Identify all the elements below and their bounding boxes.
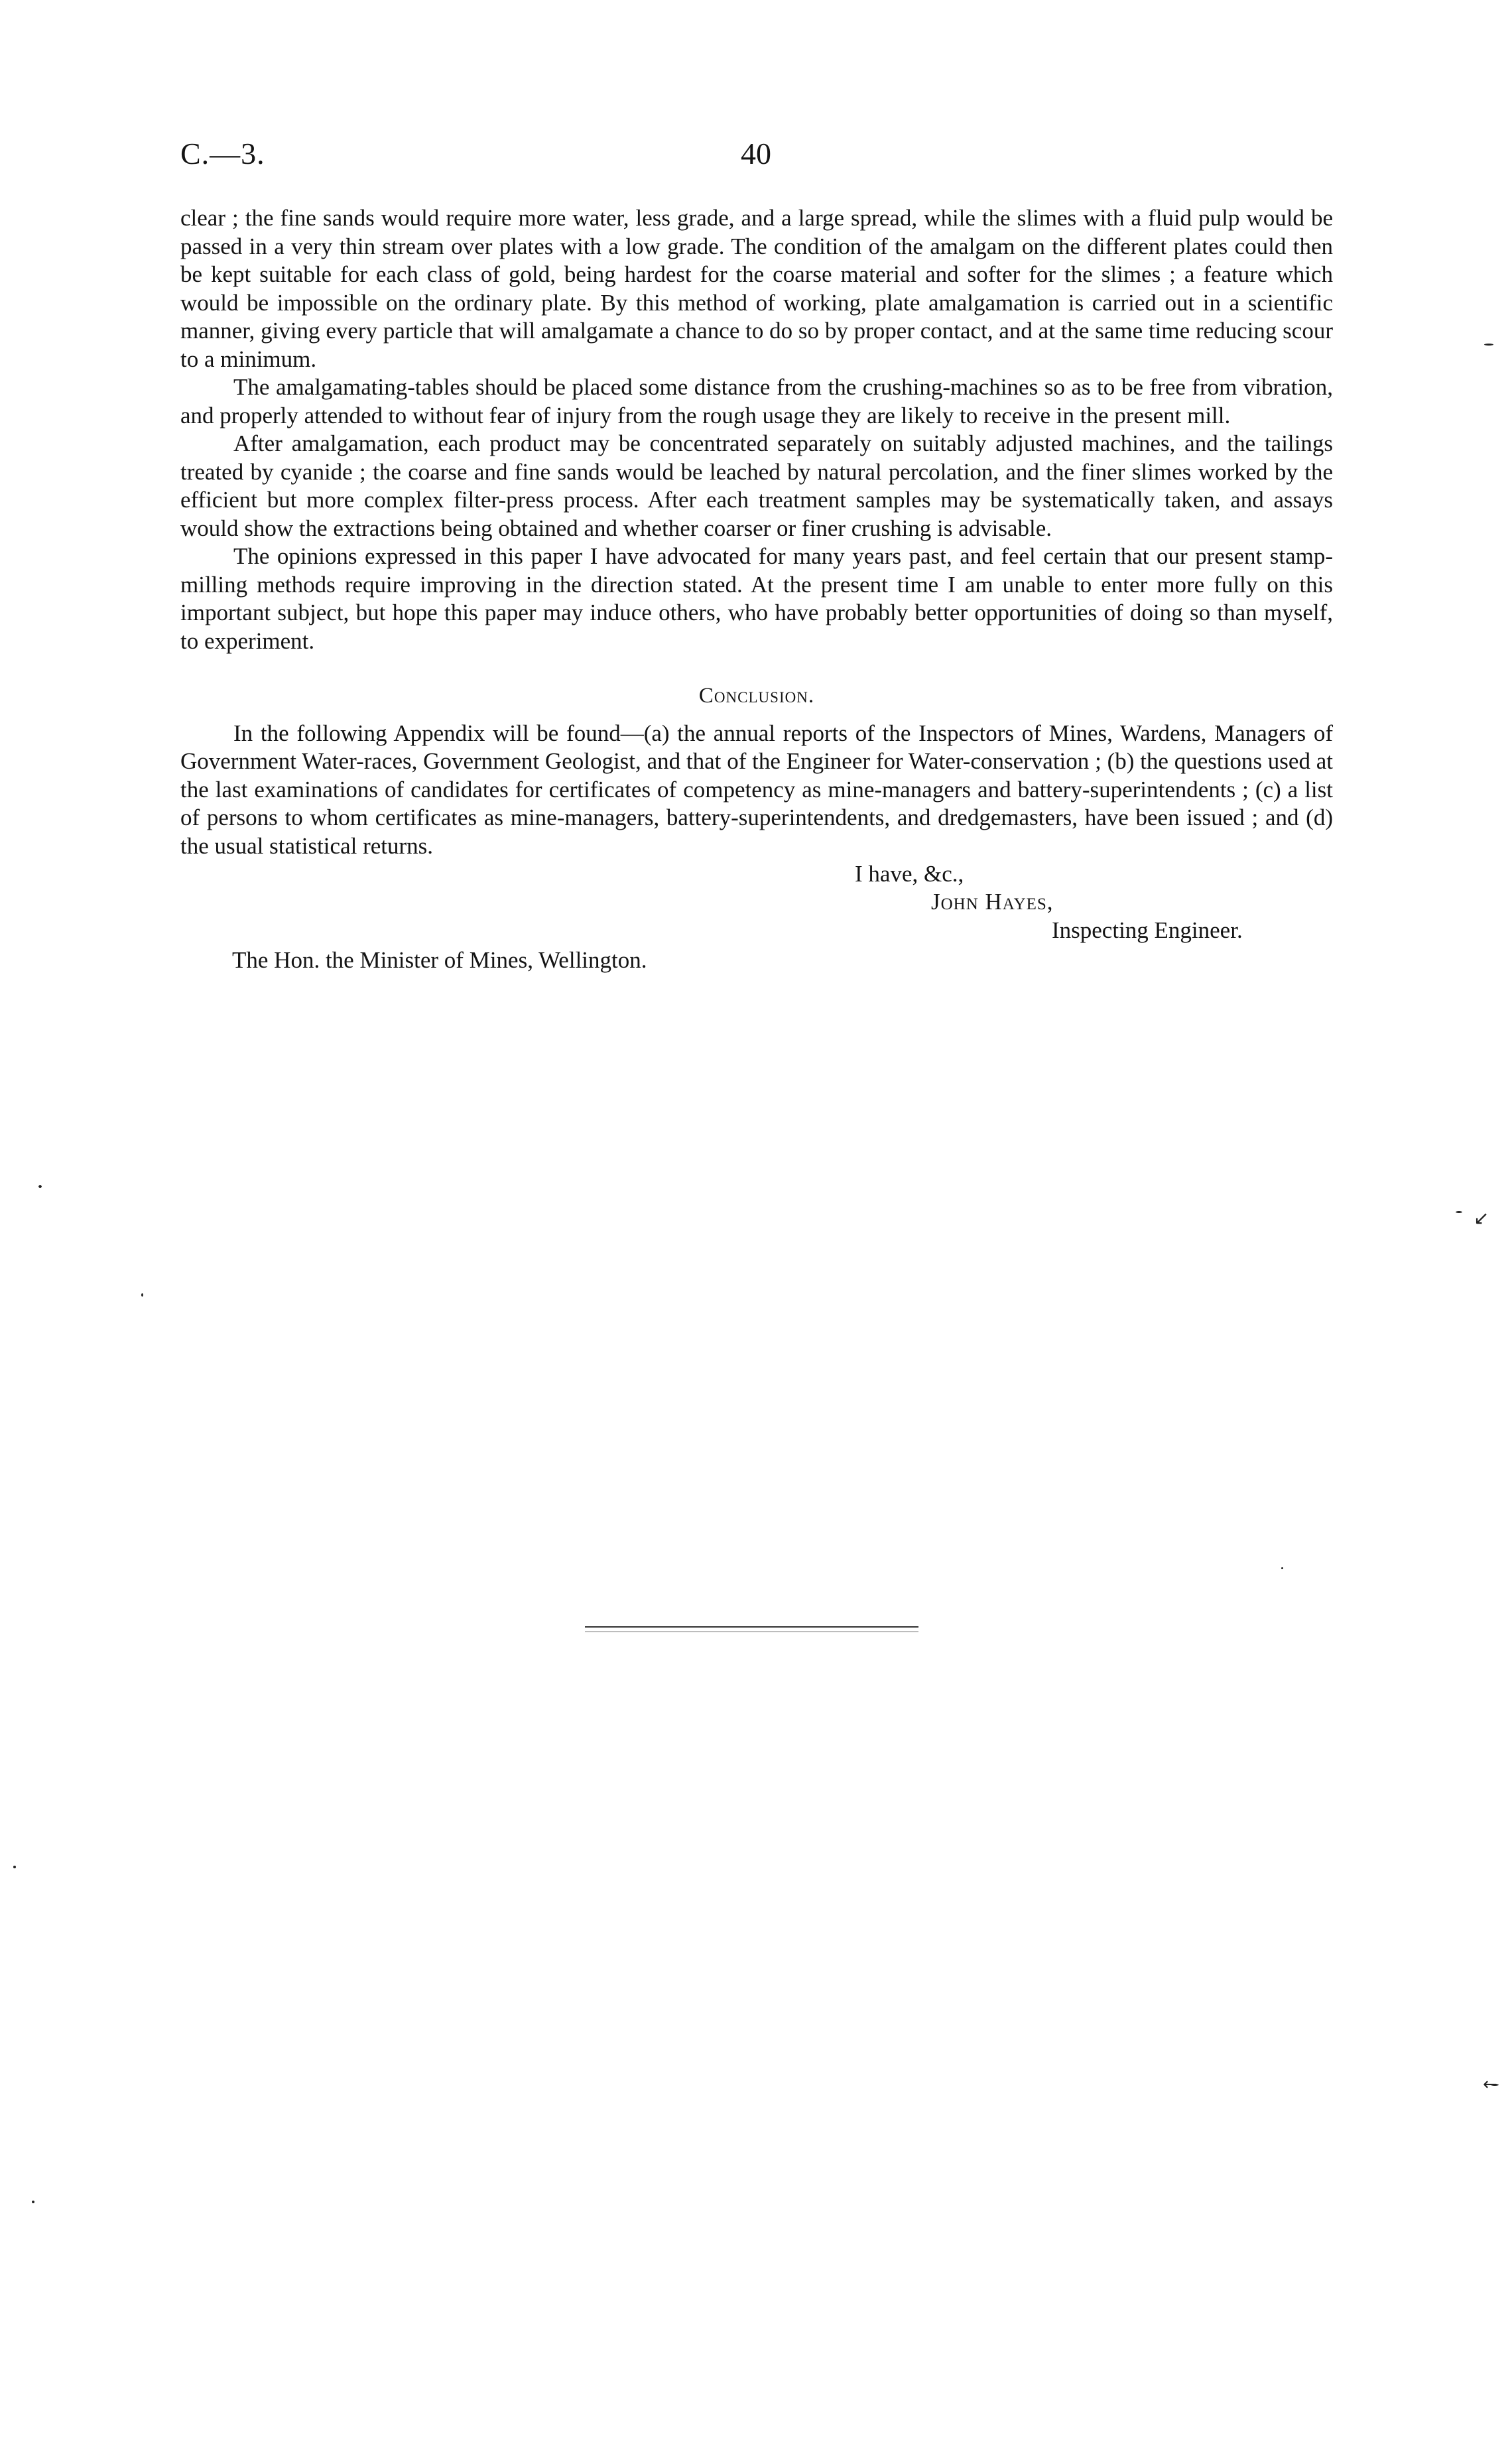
scan-speck [13, 1866, 16, 1868]
scan-speck [1281, 1567, 1283, 1569]
paragraph-continuation: clear ; the fine sands would require more water, less grade, and a large spread, while the slimes with a fluid pulp would be passed in a very thin stream over plates with a low grade. The condition of the amalgam on the different plates could then be kept suitable for each class of gold, being hardest for the coarse material and softer for the slimes ; a feature which would be impossible on the ordinary plate. By this method of working, plate amalgamation is carried out in a scientific manner, giving every particle that will amalgamate a chance to do so by proper contact, and at the same time reducing scour to a minimum. [180, 205, 1333, 372]
signature-block [180, 860, 1333, 946]
series-label: C.—3. [180, 137, 265, 170]
scan-mark: ← [1483, 2075, 1497, 2094]
signature-title: Inspecting Engineer. [1052, 917, 1243, 943]
conclusion-heading: Conclusion. [698, 684, 815, 708]
scan-speck [32, 2201, 34, 2203]
signature-name: John Hayes, [931, 889, 1054, 915]
scan-speck [38, 1185, 42, 1188]
addressee: The Hon. the Minister of Mines, Wellington. [232, 947, 647, 973]
page-number: 40 [741, 137, 771, 170]
end-rule [585, 1626, 918, 1628]
scan-speck [1484, 344, 1493, 346]
page-header [180, 136, 1268, 182]
scan-speck [141, 1293, 143, 1297]
scan-mark: ↙ [1474, 1207, 1489, 1229]
scan-speck [1456, 1211, 1462, 1213]
signature-closing: I have, &c., [855, 861, 964, 887]
paragraph-after-amalgamation: After amalgamation, each product may be concentrated separately on suitably adjusted machines, and the tailings treated by cyanide ; the coarse and fine sands would be leached by natural percolation, and the finer slimes worked by the efficient but more complex filter-press process. After each treatment samples may be systematically taken, and assays would show the extractions being obtained and whether coarser or finer crushing is advisable. [180, 430, 1333, 541]
body-text [180, 204, 1333, 975]
conclusion-paragraph: In the following Appendix will be found—(a) the annual reports of the Inspectors of Mines, Wardens, Managers of Government Water-races, Government Geologist, and that of the Engineer for Water-conservation ; (b) the questions used at the last examinations of candidates for certificates of competency as mine-managers and battery-superintendents ; (c) a list of persons to whom certificates as mine-managers, battery-superintendents, and dredgemasters, have been issued ; and (d) the usual statistical returns. [180, 720, 1333, 859]
paragraph-amalgamating-tables: The amalgamating-tables should be placed some distance from the crushing-machines so as to be free from vibration, and properly attended to without fear of injury from the rough usage they are likely to receive in the present mill. [180, 374, 1333, 428]
paragraph-opinions: The opinions expressed in this paper I have advocated for many years past, and feel certain that our present stamp-milling methods require improving in the direction stated. At the present time I am unable to enter more fully on this important subject, but hope this paper may induce others, who have probably better opportunities of doing so than myself, to experiment. [180, 543, 1333, 654]
